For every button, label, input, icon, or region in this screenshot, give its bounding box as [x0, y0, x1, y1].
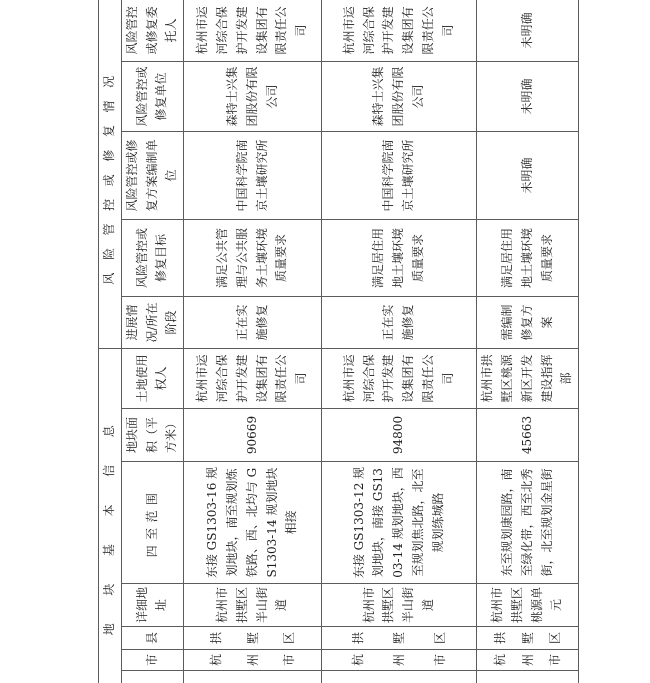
cell-area: 90669 — [184, 409, 322, 462]
column-header-control-unit: 风险管控或修复单位 — [121, 61, 183, 131]
cell-target: 满足居住用地土壤环境质量要求 — [322, 219, 477, 296]
cell-plan-maker: 中国科学院南京土壤研究所 — [322, 131, 477, 219]
table-row — [322, 0, 477, 683]
cell-address: 杭州市拱墅区半山街道 — [322, 584, 477, 627]
column-header-row — [121, 0, 183, 683]
land-parcel-table — [98, 0, 579, 683]
cell-city: 杭 州 市 — [322, 650, 477, 671]
cell-clipped — [322, 671, 477, 683]
cell-clipped — [477, 671, 579, 683]
group-header-basic-info: 地块基本信息 — [99, 348, 122, 683]
rotated-table-viewport — [98, 0, 574, 683]
column-header-client: 风险管控或修复委托人 — [121, 0, 183, 61]
cell-plan-maker: 未明确 — [477, 131, 579, 219]
cell-address: 杭州市拱墅区半山街道 — [184, 584, 322, 627]
cell-area: 45663 — [477, 409, 579, 462]
column-header-area: 地块面积（平方米） — [121, 409, 183, 462]
cell-progress: 正在实施修复 — [184, 296, 322, 348]
cell-clipped — [184, 671, 322, 683]
cell-city: 杭 州 市 — [184, 650, 322, 671]
column-header-land-user: 土地使用权人 — [121, 348, 183, 408]
cell-client: 未明确 — [477, 0, 579, 61]
cell-boundary: 东至规划康园路，南至绿化带，西至北秀街，北至规划金星街 — [477, 462, 579, 584]
cell-land-user: 杭州市运河综合保护开发建设集团有限责任公司 — [322, 348, 477, 408]
cell-client: 杭州市运河综合保护开发建设集团有限责任公司 — [184, 0, 322, 61]
column-header-progress: 进展情况/所在阶段 — [121, 296, 183, 348]
column-header-plan-maker: 风险管控或修复方案编制单位 — [121, 131, 183, 219]
cell-address: 杭州市拱墅区桃源单元 — [477, 584, 579, 627]
cell-county: 拱 墅 区 — [184, 627, 322, 650]
cell-progress: 需编制修复方案 — [477, 296, 579, 348]
rotated-table-inner — [98, 0, 574, 683]
cell-client: 杭州市运河综合保护开发建设集团有限责任公司 — [322, 0, 477, 61]
cell-target: 满足居住用地土壤环境质量要求 — [477, 219, 579, 296]
column-header-county: 县 — [121, 627, 183, 650]
column-header-city: 市 — [121, 650, 183, 671]
cell-boundary: 东接 GS1303-12 规划地块，南接 GS1303-14 规划地块，西至规划焦北路，北至规划练城路 — [322, 462, 477, 584]
column-header-boundary: 四至范围 — [121, 462, 183, 584]
cell-boundary: 东接 GS1303-16 规划地块，南至规划炼铁路、西、北均与 GS1303-14 规划地块相接 — [184, 462, 322, 584]
column-header-address: 详细地址 — [121, 584, 183, 627]
cell-progress: 正在实施修复 — [322, 296, 477, 348]
column-header-target: 风险管控或修复目标 — [121, 219, 183, 296]
cell-control-unit: 森特士兴集团股份有限公司 — [184, 61, 322, 131]
cell-county: 拱 墅 区 — [477, 627, 579, 650]
table-row — [477, 0, 579, 683]
group-header-row — [99, 0, 122, 683]
cell-target: 满足公共管理与公共服务土壤环境质量要求 — [184, 219, 322, 296]
column-header-clipped — [121, 671, 183, 683]
cell-county: 拱 墅 区 — [322, 627, 477, 650]
cell-land-user: 杭州市运河综合保护开发建设集团有限责任公司 — [184, 348, 322, 408]
cell-area: 94800 — [322, 409, 477, 462]
cell-land-user: 杭州市拱墅区桃源新区开发建设指挥部 — [477, 348, 579, 408]
cell-control-unit: 未明确 — [477, 61, 579, 131]
cell-city: 杭 州 市 — [477, 650, 579, 671]
table-row — [184, 0, 322, 683]
cell-control-unit: 森特士兴集团股份有限公司 — [322, 61, 477, 131]
cell-plan-maker: 中国科学院南京土壤研究所 — [184, 131, 322, 219]
group-header-risk-remediation: 风险管控或修复情况 — [99, 0, 122, 348]
